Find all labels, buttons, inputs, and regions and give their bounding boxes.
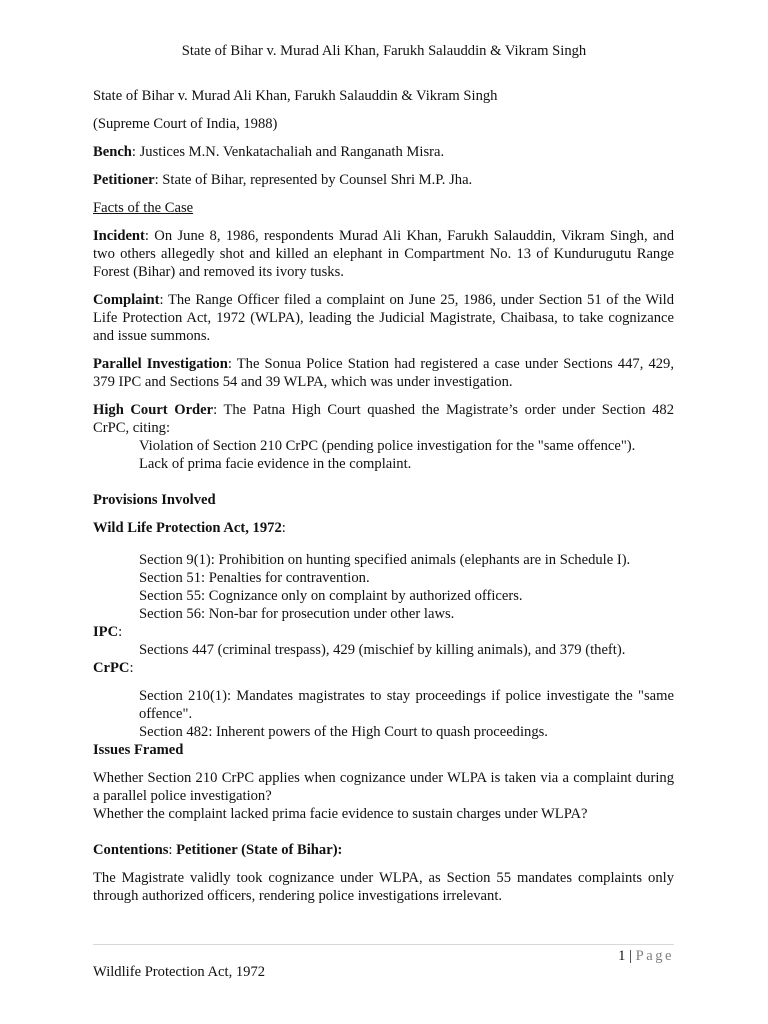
high-court-order-text: : The Patna High Court quashed the Magistrate’s order under Section 482 CrPC, citing: — [93, 402, 674, 436]
issues-heading-text: Issues Framed — [93, 742, 184, 758]
court-line: (Supreme Court of India, 1988) — [93, 116, 278, 132]
provisions-heading — [93, 491, 674, 509]
wlpa-heading-text: Wild Life Protection Act, 1972 — [93, 520, 282, 536]
list-item: Section 210(1): Mandates magistrates to stay proceedings if police investigate the "same offence". — [139, 688, 674, 722]
document-body — [93, 87, 674, 915]
parallel-investigation-label: Parallel Investigation — [93, 356, 228, 372]
list-item: Section 9(1): Prohibition on hunting specified animals (elephants are in Schedule I). — [139, 552, 631, 568]
ipc-heading — [93, 623, 674, 641]
contentions-separator: : — [168, 842, 177, 858]
issues-heading — [93, 741, 674, 759]
wlpa-heading — [93, 519, 674, 537]
footer-divider — [93, 944, 674, 945]
ipc-heading-text: IPC — [93, 624, 119, 640]
list-item: Section 56: Non-bar for prosecution under other laws. — [139, 606, 455, 622]
contentions-label: Contentions — [93, 842, 169, 858]
incident-text: : On June 8, 1986, respondents Murad Ali Khan, Farukh Salauddin, Vikram Singh, and two others allegedly shot and killed an elephant in Compartment No. 13 of Kundurugutu Range Forest (Bihar) and removed its ivory tusks. — [93, 228, 674, 280]
parallel-investigation-paragraph — [93, 355, 674, 391]
complaint-paragraph — [93, 291, 674, 345]
bench-paragraph — [93, 143, 674, 161]
contentions-heading — [93, 841, 674, 859]
list-item: Section 51: Penalties for contravention. — [139, 570, 370, 586]
petitioner-label: Petitioner — [93, 172, 155, 188]
complaint-text: : The Range Officer filed a complaint on June 25, 1986, under Section 51 of the Wild Life Protection Act, 1972 (WLPA), leading the Judicial Magistrate, Chaibasa, to take cognizance and issue summons. — [93, 292, 674, 344]
list-item: Section 482: Inherent powers of the High Court to quash proceedings. — [139, 724, 548, 740]
high-court-order-paragraph — [93, 401, 674, 437]
ipc-heading-colon: : — [118, 624, 123, 640]
crpc-heading-text: CrPC — [93, 660, 130, 676]
list-item: Section 55: Cognizance only on complaint by authorized officers. — [139, 588, 523, 604]
issue-item: Whether Section 210 CrPC applies when cognizance under WLPA is taken via a complaint during a parallel police investigation? — [93, 770, 674, 804]
page-number-value: 1 — [618, 948, 626, 964]
bench-label: Bench — [93, 144, 132, 160]
list-item: Lack of prima facie evidence in the complaint. — [139, 456, 412, 472]
petitioner-text: : State of Bihar, represented by Counsel Shri M.P. Jha. — [154, 172, 473, 188]
facts-heading: Facts of the Case — [93, 200, 194, 216]
footer-text: Wildlife Protection Act, 1972 — [93, 964, 266, 980]
complaint-label: Complaint — [93, 292, 160, 308]
parallel-investigation-text: : The Sonua Police Station had registered a case under Sections 447, 429, 379 IPC and Sections 54 and 39 WLPA, which was under investigation. — [93, 356, 674, 390]
list-item: Violation of Section 210 CrPC (pending police investigation for the "same offence"). — [139, 438, 636, 454]
high-court-order-label: High Court Order — [93, 402, 214, 418]
incident-label: Incident — [93, 228, 145, 244]
crpc-heading — [93, 659, 674, 677]
contentions-party: Petitioner (State of Bihar): — [176, 842, 343, 858]
crpc-heading-colon: : — [129, 660, 134, 676]
running-header: State of Bihar v. Murad Ali Khan, Farukh Salauddin & Vikram Singh — [181, 43, 587, 59]
page-word: Page — [635, 948, 674, 964]
bench-text: : Justices M.N. Venkatachaliah and Ranganath Misra. — [131, 144, 445, 160]
list-item: Sections 447 (criminal trespass), 429 (mischief by killing animals), and 379 (theft). — [139, 642, 626, 658]
petitioner-paragraph — [93, 171, 674, 189]
wlpa-heading-colon: : — [281, 520, 286, 536]
provisions-heading-text: Provisions Involved — [93, 492, 216, 508]
issue-item: Whether the complaint lacked prima facie evidence to sustain charges under WLPA? — [93, 806, 588, 822]
contentions-paragraph: The Magistrate validly took cognizance under WLPA, as Section 55 mandates complaints only through authorized officers, rendering police investigations irrelevant. — [93, 870, 674, 904]
case-title: State of Bihar v. Murad Ali Khan, Farukh Salauddin & Vikram Singh — [93, 88, 498, 104]
incident-paragraph — [93, 227, 674, 281]
page-number-separator: | — [625, 948, 636, 964]
